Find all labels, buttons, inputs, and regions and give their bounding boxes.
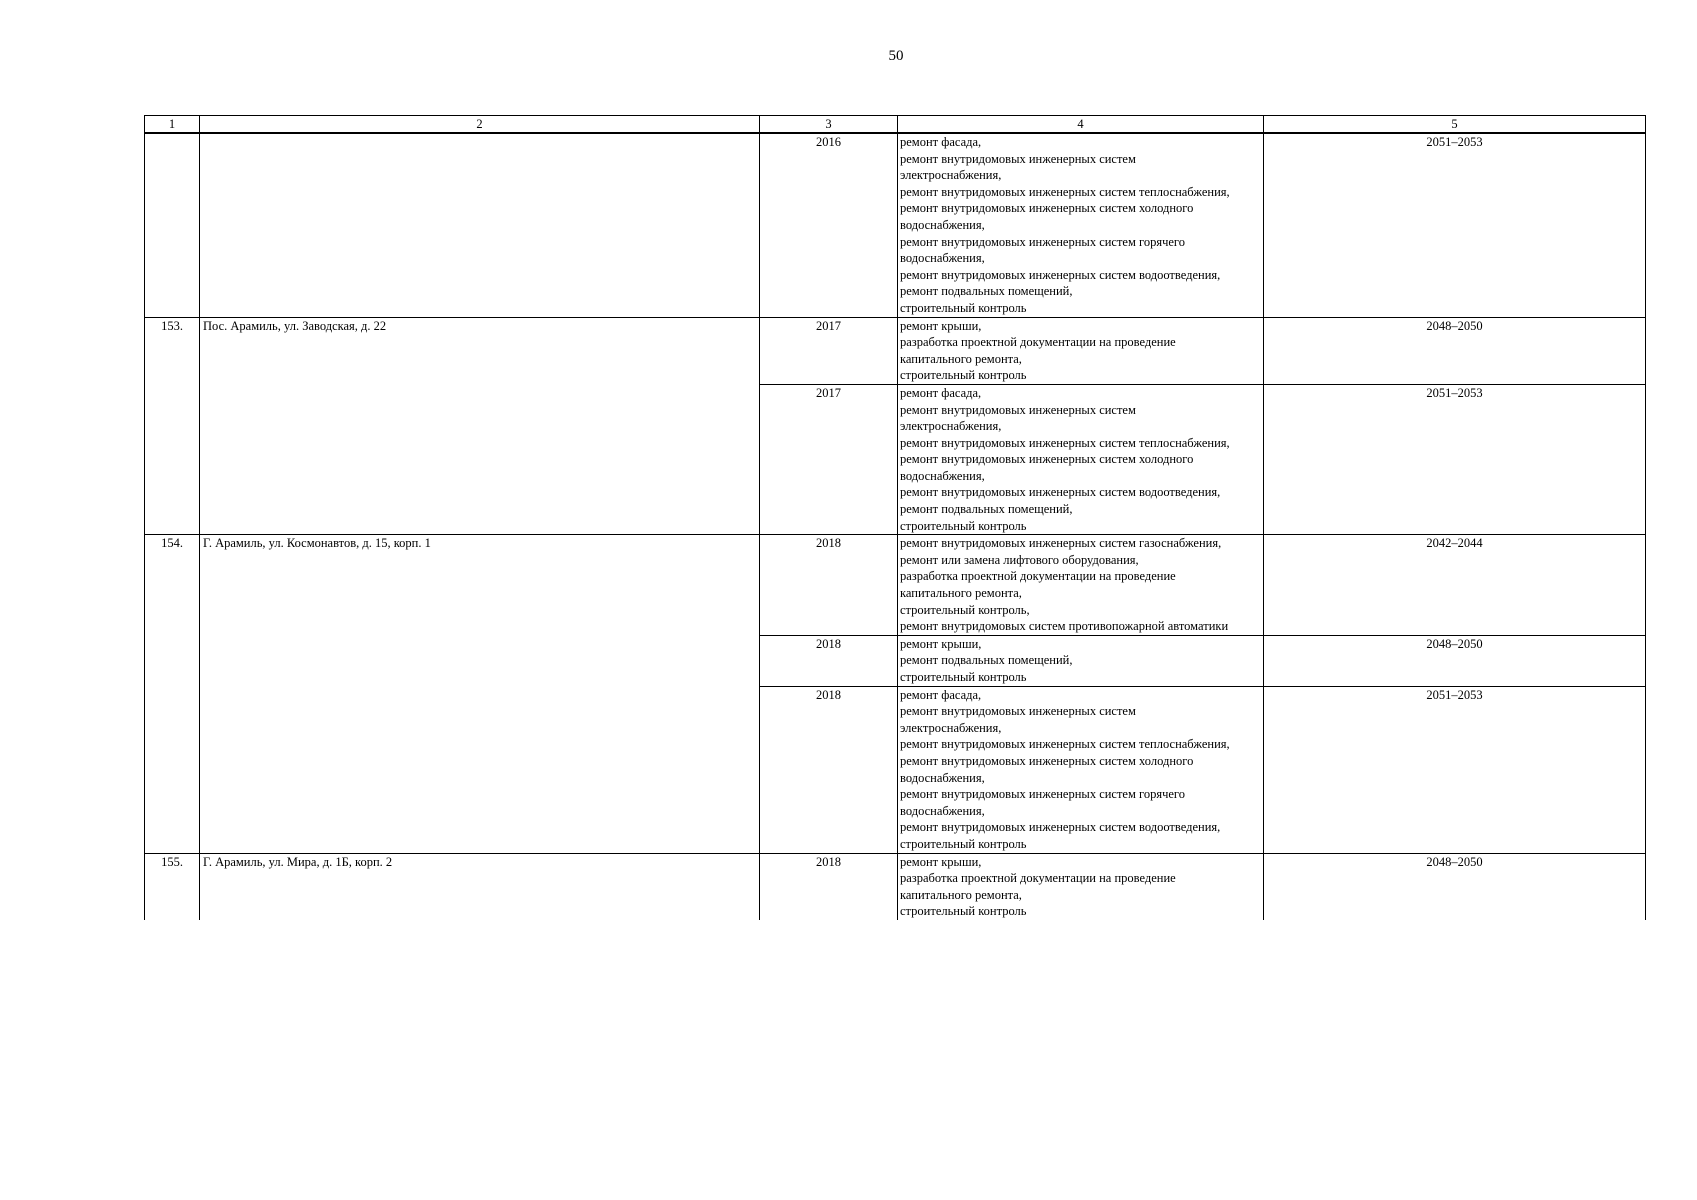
year-cell: 2018 xyxy=(760,635,898,686)
work-item: разработка проектной документации на проведение xyxy=(900,871,1176,886)
address-cell: Г. Арамиль, ул. Мира, д. 1Б, корп. 2 xyxy=(200,853,760,920)
work-item: ремонт внутридомовых систем противопожарной автоматики xyxy=(900,619,1229,634)
work-item: ремонт внутридомовых инженерных систем xyxy=(900,151,1136,166)
work-item: водоснабжения, xyxy=(900,468,985,483)
work-item: ремонт внутридомовых инженерных систем газоснабжения, xyxy=(900,536,1222,551)
work-item: ремонт фасада, xyxy=(900,687,982,702)
table-row xyxy=(145,853,1646,920)
work-item: капитального ремонта, xyxy=(900,586,1022,601)
work-item: водоснабжения, xyxy=(900,251,985,266)
year-cell: 2017 xyxy=(760,317,898,384)
address-cell: Пос. Арамиль, ул. Заводская, д. 22 xyxy=(200,317,760,535)
work-item: ремонт крыши, xyxy=(900,854,982,869)
work-item: разработка проектной документации на проведение xyxy=(900,335,1176,350)
work-item: электроснабжения, xyxy=(900,419,1002,434)
work-item: строительный контроль xyxy=(900,904,1027,919)
period-cell: 2051–2053 xyxy=(1264,686,1646,853)
address-cell xyxy=(200,133,760,317)
year-cell: 2016 xyxy=(760,133,898,317)
column-header-5: 5 xyxy=(1264,116,1646,134)
works-cell xyxy=(898,853,1264,920)
work-item: ремонт внутридомовых инженерных систем xyxy=(900,402,1136,417)
table-row xyxy=(145,133,1646,317)
works-cell xyxy=(898,635,1264,686)
work-item: ремонт внутридомовых инженерных систем теплоснабжения, xyxy=(900,737,1230,752)
work-item: ремонт внутридомовых инженерных систем водоотведения, xyxy=(900,485,1221,500)
year-cell: 2017 xyxy=(760,384,898,534)
work-item: водоснабжения, xyxy=(900,217,985,232)
capital-repair-schedule-table xyxy=(144,115,1646,920)
work-item: ремонт фасада, xyxy=(900,385,982,400)
row-number-cell: 153. xyxy=(145,317,200,535)
period-cell: 2048–2050 xyxy=(1264,317,1646,384)
work-item: ремонт внутридомовых инженерных систем холодного xyxy=(900,201,1194,216)
work-item: строительный контроль xyxy=(900,670,1027,684)
work-item: ремонт внутридомовых инженерных систем xyxy=(900,704,1136,719)
year-cell: 2018 xyxy=(760,686,898,853)
work-item: электроснабжения, xyxy=(900,720,1002,735)
row-number-cell xyxy=(145,133,200,317)
work-item: водоснабжения, xyxy=(900,803,985,818)
period-cell: 2042–2044 xyxy=(1264,535,1646,636)
period-cell: 2051–2053 xyxy=(1264,133,1646,317)
work-item: ремонт фасада, xyxy=(900,135,982,149)
period-cell: 2048–2050 xyxy=(1264,853,1646,920)
page-number: 50 xyxy=(888,48,904,64)
work-item: ремонт внутридомовых инженерных систем горячего xyxy=(900,234,1185,249)
work-item: строительный контроль xyxy=(900,518,1027,533)
work-item: ремонт внутридомовых инженерных систем холодного xyxy=(900,452,1194,467)
period-cell: 2051–2053 xyxy=(1264,384,1646,534)
works-cell xyxy=(898,384,1264,534)
year-cell: 2018 xyxy=(760,853,898,920)
work-item: ремонт внутридомовых инженерных систем теплоснабжения, xyxy=(900,435,1230,450)
work-item: ремонт внутридомовых инженерных систем горячего xyxy=(900,787,1185,802)
column-header-1: 1 xyxy=(145,116,200,134)
work-item: ремонт крыши, xyxy=(900,636,982,651)
row-number-cell: 155. xyxy=(145,853,200,920)
work-item: строительный контроль xyxy=(900,836,1027,851)
year-cell: 2018 xyxy=(760,535,898,636)
work-item: ремонт внутридомовых инженерных систем водоотведения, xyxy=(900,820,1221,835)
works-cell xyxy=(898,686,1264,853)
work-item: строительный контроль xyxy=(900,368,1027,383)
column-header-3: 3 xyxy=(760,116,898,134)
work-item: ремонт внутридомовых инженерных систем холодного xyxy=(900,753,1194,768)
column-header-2: 2 xyxy=(200,116,760,134)
row-number-cell: 154. xyxy=(145,535,200,853)
work-item: капитального ремонта, xyxy=(900,887,1022,902)
table-row xyxy=(145,535,1646,636)
work-item: строительный контроль, xyxy=(900,602,1030,617)
table-header-row xyxy=(145,116,1646,134)
work-item: ремонт внутридомовых инженерных систем водоотведения, xyxy=(900,267,1221,282)
work-item: ремонт подвальных помещений, xyxy=(900,502,1073,517)
address-cell: Г. Арамиль, ул. Космонавтов, д. 15, корп. 1 xyxy=(200,535,760,853)
works-cell xyxy=(898,317,1264,384)
work-item: строительный контроль xyxy=(900,300,1027,315)
works-cell xyxy=(898,535,1264,636)
work-item: электроснабжения, xyxy=(900,168,1002,183)
works-cell xyxy=(898,133,1264,317)
work-item: ремонт крыши, xyxy=(900,318,982,333)
work-item: водоснабжения, xyxy=(900,770,985,785)
period-cell: 2048–2050 xyxy=(1264,635,1646,686)
work-item: разработка проектной документации на проведение xyxy=(900,569,1176,584)
work-item: капитального ремонта, xyxy=(900,351,1022,366)
work-item: ремонт или замена лифтового оборудования, xyxy=(900,552,1139,567)
work-item: ремонт внутридомовых инженерных систем теплоснабжения, xyxy=(900,184,1230,199)
work-item: ремонт подвальных помещений, xyxy=(900,653,1073,668)
column-header-4: 4 xyxy=(898,116,1264,134)
table-row xyxy=(145,317,1646,384)
work-item: ремонт подвальных помещений, xyxy=(900,284,1073,299)
